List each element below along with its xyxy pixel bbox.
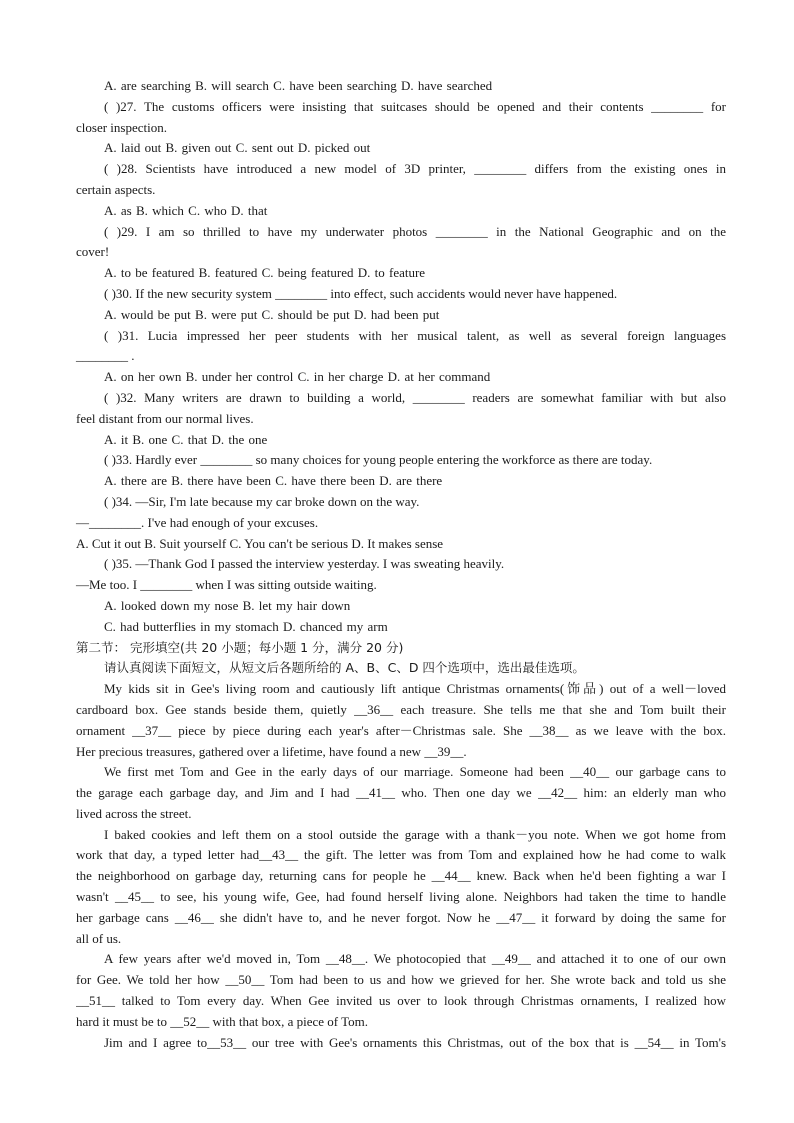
question-line: ( )29. I am so thrilled to have my underwater photos ________ in the National Geographic and on the xyxy=(104,223,726,239)
question-line: ( )32. Many writers are drawn to building a world, ________ readers are somewhat familiar with but also xyxy=(104,389,726,405)
question-line: ( )28. Scientists have introduced a new model of 3D printer, ________ differs from the existing ones in xyxy=(104,161,726,177)
passage-line: work that day, a typed letter had__43__ the gift. The letter was from Tom and explained how he had come to walk xyxy=(76,847,726,863)
text-line: lived across the street. xyxy=(76,805,192,821)
paragraph-start-line: A few years after we'd moved in, Tom __48__. We photocopied that __49__ and attached it to one of our own xyxy=(104,951,726,967)
passage-line: __51__ talked to Tom every day. When Gee invited us over to look through Christmas ornaments, I realized how xyxy=(76,993,726,1009)
text-line: all of us. xyxy=(76,930,122,946)
passage-line: ornament __37__ piece by piece during each year's after－Christmas sale. She __38__ as we leave with the box. xyxy=(76,722,726,738)
question-line: ( )27. The customs officers were insisting that suitcases should be opened and their contents ________ for xyxy=(104,98,726,114)
paragraph-start-line: Jim and I agree to__53__ our tree with Gee's ornaments this Christmas, out of the box that is __54__ in Tom's xyxy=(104,1034,726,1050)
page-content xyxy=(76,76,726,1053)
answer-options: A. would be put B. were put C. should be put D. had been put xyxy=(104,306,440,322)
answer-options: A. on her own B. under her control C. in her charge D. at her command xyxy=(104,369,491,385)
paragraph-start-line: We first met Tom and Gee in the early days of our marriage. Someone had been __40__ our garbage cans to xyxy=(104,764,726,780)
text-line: —Me too. I ________ when I was sitting outside waiting. xyxy=(76,577,377,593)
answer-options: A. laid out B. given out C. sent out D. picked out xyxy=(104,140,371,156)
answer-options: A. looked down my nose B. let my hair down xyxy=(104,597,351,613)
question-line: ( )33. Hardly ever ________ so many choices for young people entering the workforce as there are today. xyxy=(104,452,653,468)
paragraph-start-line: I baked cookies and left them on a stool outside the garage with a thank－you note. When we got home from xyxy=(104,826,726,842)
question-line: ( )34. —Sir, I'm late because my car broke down on the way. xyxy=(104,493,420,509)
passage-line: for Gee. We told her how __50__ Tom had been to us and how we grieved for her. She wrote back and told us she xyxy=(76,972,726,988)
passage-line: her garbage cans __46__ she didn't have to, and he never forgot. Now he __47__ it forward by doing the same for xyxy=(76,909,726,925)
answer-options: A. there are B. there have been C. have there been D. are there xyxy=(104,473,443,489)
passage-line: the neighborhood on garbage day, returning cans for people he __44__ knew. Back when he'd been fighting a war I xyxy=(76,868,726,884)
passage-line: the garage each garbage day, and Jim and I had __41__ who. Then one day we __42__ him: an elderly man who xyxy=(76,785,726,801)
section-instruction: 请认真阅读下面短文，从短文后各题所给的 A、B、C、D 四个选项中，选出最佳选项。 xyxy=(104,660,585,676)
section-heading: 第二节： 完形填空(共 20 小题；每小题 1 分，满分 20 分) xyxy=(76,639,404,655)
answer-options: A. as B. which C. who D. that xyxy=(104,202,268,218)
answer-options: C. had butterflies in my stomach D. chanced my arm xyxy=(104,618,388,634)
passage-line: cardboard box. Gee stands beside them, quietly __36__ each treasure. She tells me that she and Tom built their xyxy=(76,701,726,717)
text-line: feel distant from our normal lives. xyxy=(76,410,254,426)
question-line: ( )30. If the new security system ________ into effect, such accidents would never have happened. xyxy=(104,285,618,301)
text-line: cover! xyxy=(76,244,110,260)
text-line: —________. I've had enough of your excuses. xyxy=(76,514,319,530)
text-line: closer inspection. xyxy=(76,119,167,135)
answer-options: A. to be featured B. featured C. being featured D. to feature xyxy=(104,265,426,281)
passage-line: wasn't __45__ to see, his young wife, Gee, had found herself living alone. Neighbors had taken the time to handle xyxy=(76,889,726,905)
paragraph-start-line: My kids sit in Gee's living room and cautiously lift antique Christmas ornaments(饰品) out of a well－loved xyxy=(104,681,726,697)
answer-options: A. it B. one C. that D. the one xyxy=(104,431,268,447)
text-line: Her precious treasures, gathered over a lifetime, have found a new __39__. xyxy=(76,743,467,759)
question-line: ( )31. Lucia impressed her peer students with her musical talent, as well as several foreign languages xyxy=(104,327,726,343)
question-line: ( )35. —Thank God I passed the interview yesterday. I was sweating heavily. xyxy=(104,556,505,572)
text-line: A. Cut it out B. Suit yourself C. You can't be serious D. It makes sense xyxy=(76,535,444,551)
text-line: ________ . xyxy=(76,348,135,364)
answer-options: A. are searching B. will search C. have been searching D. have searched xyxy=(104,78,493,93)
text-line: hard it must be to __52__ with that box, a piece of Tom. xyxy=(76,1013,369,1029)
text-line: certain aspects. xyxy=(76,181,156,197)
